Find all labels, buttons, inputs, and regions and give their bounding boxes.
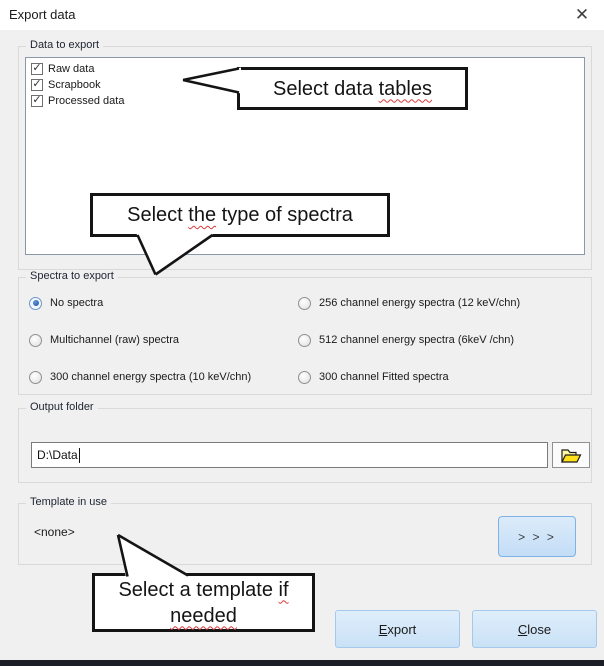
checkbox-row-processed-data[interactable]	[31, 93, 124, 108]
bottom-edge-strip	[0, 660, 604, 666]
export-button[interactable]: Export	[335, 610, 460, 648]
close-dialog-button[interactable]: Close	[472, 610, 597, 648]
radio-icon[interactable]	[29, 297, 42, 310]
group-label-template: Template in use	[26, 496, 111, 508]
checkbox-raw-data[interactable]	[31, 63, 43, 75]
radio-icon[interactable]	[298, 371, 311, 384]
template-select-button[interactable]: > > >	[498, 516, 576, 557]
checkbox-processed-data[interactable]	[31, 95, 43, 107]
radio-icon[interactable]	[298, 297, 311, 310]
group-output-folder	[18, 401, 592, 483]
callout-select-template: Select a template if needed	[92, 573, 315, 632]
output-folder-input[interactable]	[31, 442, 548, 468]
text-caret	[79, 448, 80, 463]
check-icon: ✓	[32, 94, 42, 106]
template-value: <none>	[34, 525, 75, 539]
radio-512ch-energy[interactable]: 512 channel energy spectra (6keV /chn)	[298, 333, 514, 347]
radio-icon[interactable]	[29, 334, 42, 347]
check-icon: ✓	[32, 78, 42, 90]
checkbox-row-raw-data[interactable]	[31, 61, 94, 76]
group-label-data: Data to export	[26, 39, 103, 51]
close-button[interactable]	[567, 2, 597, 28]
browse-folder-button[interactable]	[552, 442, 590, 468]
callout-select-type-of-spectra: Select the type of spectra	[90, 193, 390, 237]
group-spectra-to-export	[18, 270, 592, 395]
callout-select-data-tables: Select data tables	[237, 67, 468, 110]
radio-300ch-fitted[interactable]: 300 channel Fitted spectra	[298, 370, 449, 384]
radio-multichannel-raw[interactable]: Multichannel (raw) spectra	[29, 333, 179, 347]
check-icon: ✓	[32, 62, 42, 74]
group-label-output: Output folder	[26, 401, 98, 413]
radio-300ch-energy[interactable]: 300 channel energy spectra (10 keV/chn)	[29, 370, 251, 384]
radio-icon[interactable]	[298, 334, 311, 347]
radio-256ch-energy[interactable]: 256 channel energy spectra (12 keV/chn)	[298, 296, 520, 310]
group-template-in-use	[18, 496, 592, 565]
output-folder-value: D:\Data	[37, 448, 78, 462]
title-bar	[0, 0, 604, 30]
checkbox-label: Raw data	[48, 62, 95, 75]
radio-no-spectra[interactable]: No spectra	[29, 296, 103, 310]
radio-icon[interactable]	[29, 371, 42, 384]
checkbox-label: Processed data	[48, 94, 125, 107]
checkbox-label: Scrapbook	[48, 78, 101, 91]
group-label-spectra: Spectra to export	[26, 270, 118, 282]
open-folder-icon	[560, 447, 582, 464]
checkbox-row-scrapbook[interactable]	[31, 77, 101, 92]
window-title: Export data	[9, 7, 76, 22]
close-icon: ✕	[574, 5, 590, 24]
checkbox-scrapbook[interactable]	[31, 79, 43, 91]
